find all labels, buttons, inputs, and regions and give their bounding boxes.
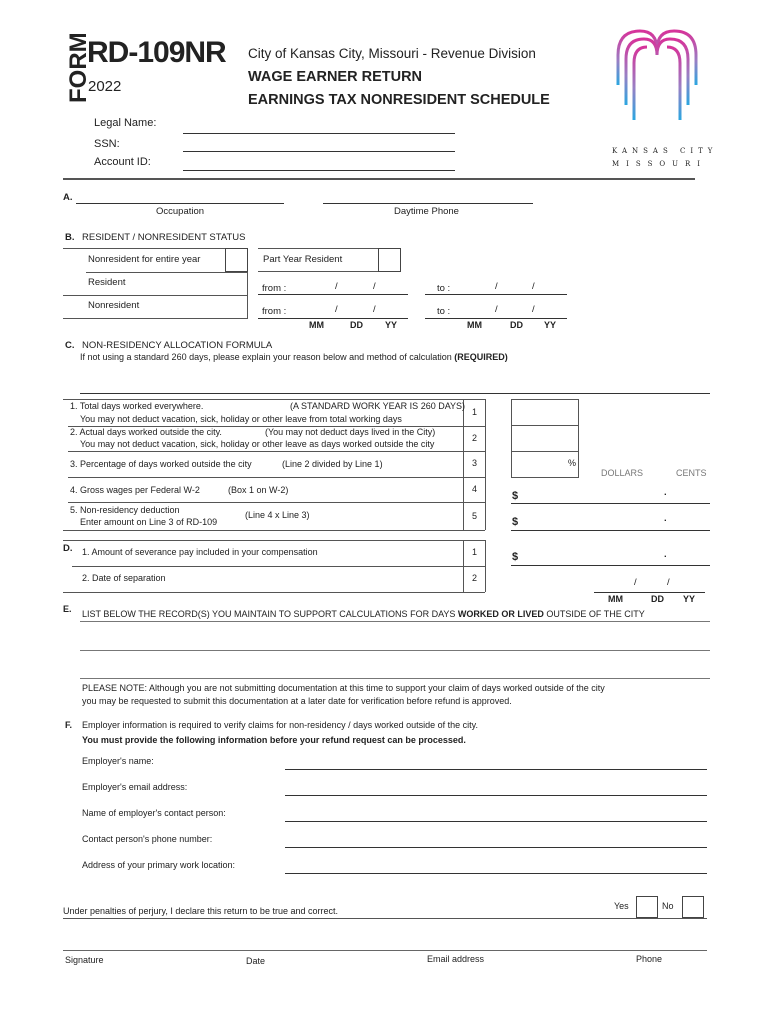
line-3-note: (Line 2 divided by Line 1) (282, 459, 383, 469)
line-5-note: (Line 4 x Line 3) (245, 510, 310, 520)
nonresident-entire-year-checkbox[interactable] (225, 248, 248, 272)
date-slash: / (667, 577, 670, 588)
records-line-3[interactable] (80, 678, 710, 679)
cents-header: CENTS (676, 468, 707, 478)
section-f-letter: F. (65, 720, 73, 730)
section-f-bold: You must provide the following information before your refund request can be processed. (82, 735, 466, 745)
line-number: 4 (472, 484, 478, 494)
line-number: 1 (472, 407, 478, 417)
contact-person-label: Name of employer's contact person: (82, 808, 226, 818)
yy-label: YY (683, 594, 696, 604)
no-label: No (662, 901, 674, 911)
line-2-note: (You may not deduct days lived in the City) (265, 427, 436, 437)
mm-label: MM (467, 320, 482, 330)
table-border (463, 399, 464, 530)
section-a-letter: A. (63, 192, 73, 203)
account-id-field[interactable] (183, 170, 455, 171)
line-5-amount-field[interactable] (511, 530, 710, 531)
work-address-label: Address of your primary work location: (82, 860, 236, 870)
dollar-sign: $ (512, 551, 519, 563)
date-slash: / (495, 281, 498, 292)
separation-date-label: 2. Date of separation (82, 573, 166, 583)
account-id-label: Account ID: (94, 156, 151, 168)
table-border (63, 399, 485, 400)
yes-checkbox[interactable] (636, 896, 658, 918)
divider (63, 178, 695, 180)
form-title: WAGE EARNER RETURN (248, 69, 423, 85)
line-3-text: 3. Percentage of days worked outside the city (70, 459, 252, 469)
agency-name: City of Kansas City, Missouri - Revenue Division (248, 46, 536, 61)
date-slash: / (495, 304, 498, 315)
part-year-resident-label: Part Year Resident (263, 254, 343, 265)
phone-label: Phone (636, 954, 663, 964)
line-5-sub: Enter amount on Line 3 of RD-109 (80, 517, 218, 527)
signature-label: Signature (65, 955, 104, 965)
table-border (63, 295, 248, 296)
please-note-line-2: you may be requested to submit this documentation at a later date for verification before refund is approved. (82, 696, 512, 706)
dd-label: DD (651, 594, 664, 604)
line-2-sub: You may not deduct vacation, sick, holiday or other leave as days worked outside the city (80, 439, 435, 449)
nonresident-label: Nonresident (88, 300, 140, 311)
date-slash: / (532, 304, 535, 315)
table-border (68, 451, 485, 452)
contact-phone-label: Contact person's phone number: (82, 834, 213, 844)
occupation-field[interactable] (76, 203, 284, 204)
table-border (72, 566, 485, 567)
contact-person-field[interactable] (285, 821, 707, 822)
email-label: Email address (427, 954, 485, 964)
part-year-resident-checkbox[interactable] (378, 248, 401, 272)
perjury-divider (63, 918, 707, 919)
table-border (63, 540, 485, 541)
dollars-header: DOLLARS (601, 468, 644, 478)
table-border (485, 540, 486, 592)
explanation-field[interactable] (80, 393, 710, 394)
date-slash: / (373, 304, 376, 315)
line-5-text: 5. Non-residency deduction (70, 505, 180, 515)
line-number: 2 (472, 433, 478, 443)
line-number: 5 (472, 511, 478, 521)
line-number: 2 (472, 573, 478, 583)
yy-label: YY (544, 320, 557, 330)
dollar-sign: $ (512, 490, 519, 502)
yy-label: YY (385, 320, 398, 330)
section-c-title: NON-RESIDENCY ALLOCATION FORMULA (82, 340, 273, 351)
section-c-instruction (80, 352, 508, 362)
dd-label: DD (350, 320, 363, 330)
table-border (63, 530, 485, 531)
form-subtitle: EARNINGS TAX NONRESIDENT SCHEDULE (248, 92, 550, 108)
line-number: 3 (472, 458, 478, 468)
date-slash: / (335, 304, 338, 315)
table-border (463, 540, 464, 592)
nonresident-from-date-field[interactable] (258, 318, 408, 319)
table-border (68, 477, 485, 478)
line-4-note: (Box 1 on W-2) (228, 485, 289, 495)
records-line-1[interactable] (80, 621, 710, 622)
section-d-letter: D. (63, 543, 73, 554)
ssn-label: SSN: (94, 138, 120, 150)
employer-email-field[interactable] (285, 795, 707, 796)
e-text-post: OUTSIDE OF THE CITY (543, 609, 645, 619)
line-1-days-input[interactable] (511, 399, 579, 426)
section-e-letter: E. (63, 604, 72, 614)
table-border (63, 318, 248, 319)
section-e-instruction (82, 609, 645, 619)
resident-to-date-field[interactable] (425, 294, 567, 295)
nonresident-to-date-field[interactable] (425, 318, 567, 319)
contact-phone-field[interactable] (285, 847, 707, 848)
section-c-letter: C. (65, 340, 75, 351)
section-f-text: Employer information is required to verify claims for non-residency / days worked outside of the city. (82, 720, 478, 730)
severance-pay-label: 1. Amount of severance pay included in your compensation (82, 547, 318, 557)
nonresident-to-label: to : (437, 306, 451, 317)
kansas-city-fountain-logo (612, 25, 702, 140)
records-line-2[interactable] (80, 650, 710, 651)
legal-name-field[interactable] (183, 133, 455, 134)
no-checkbox[interactable] (682, 896, 704, 918)
perjury-statement: Under penalties of perjury, I declare this return to be true and correct. (63, 906, 338, 916)
form-number: RD-109NR (87, 36, 226, 69)
date-slash: / (373, 281, 376, 292)
percent-sign: % (568, 458, 577, 468)
ssn-field[interactable] (183, 151, 455, 152)
signature-line[interactable] (63, 950, 707, 951)
resident-label: Resident (88, 277, 126, 288)
legal-name-label: Legal Name: (94, 117, 157, 129)
e-text-bold: WORKED OR LIVED (457, 609, 544, 619)
date-slash: / (532, 281, 535, 292)
date-slash: / (634, 577, 637, 588)
table-border (485, 399, 486, 530)
separation-date-field[interactable] (594, 592, 705, 593)
logo-text-kansas-city: KANSAS CITY (612, 147, 718, 155)
daytime-phone-label: Daytime Phone (394, 206, 459, 217)
logo-text-missouri: MISSOURI (612, 160, 708, 168)
line-4-amount-field[interactable] (511, 503, 710, 504)
required-text: (REQUIRED) (454, 352, 508, 362)
e-text-pre: LIST BELOW THE RECORD(S) YOU MAINTAIN TO SUPPORT CALCULATIONS FOR DAYS (82, 609, 458, 619)
decimal-point: . (664, 513, 667, 524)
employer-name-label: Employer's name: (82, 756, 154, 766)
table-border (63, 592, 485, 593)
table-border (86, 272, 248, 273)
work-address-field[interactable] (285, 873, 707, 874)
line-1-note: (A STANDARD WORK YEAR IS 260 DAYS) (290, 401, 466, 411)
nonresident-from-label: from : (262, 306, 287, 317)
decimal-point: . (664, 549, 667, 560)
line-4-text: 4. Gross wages per Federal W-2 (70, 485, 200, 495)
resident-from-date-field[interactable] (258, 294, 408, 295)
form-year: 2022 (88, 78, 122, 95)
severance-amount-field[interactable] (511, 565, 710, 566)
line-1-sub: You may not deduct vacation, sick, holiday or other leave from total working days (80, 414, 402, 424)
nonresident-entire-year-label: Nonresident for entire year (88, 254, 201, 265)
employer-email-label: Employer's email address: (82, 782, 188, 792)
occupation-label: Occupation (156, 206, 205, 217)
yes-label: Yes (614, 901, 629, 911)
please-note-line-1: PLEASE NOTE: Although you are not submitting documentation at this time to support your claim of days worked outside of the city (82, 683, 605, 693)
line-2-days-input[interactable] (511, 425, 579, 452)
daytime-phone-field[interactable] (323, 203, 533, 204)
employer-name-field[interactable] (285, 769, 707, 770)
mm-label: MM (608, 594, 623, 604)
dd-label: DD (510, 320, 523, 330)
instruction-text: If not using a standard 260 days, please explain your reason below and method of calculation (80, 352, 452, 362)
line-1-text: 1. Total days worked everywhere. (70, 401, 204, 411)
form-word: FORM (65, 32, 92, 103)
date-slash: / (335, 281, 338, 292)
decimal-point: . (664, 487, 667, 498)
section-b-letter: B. (65, 232, 75, 243)
section-b-title: RESIDENT / NONRESIDENT STATUS (82, 232, 246, 243)
dollar-sign: $ (512, 516, 519, 528)
table-border (63, 248, 248, 249)
resident-from-label: from : (262, 283, 287, 294)
date-label: Date (246, 956, 266, 966)
mm-label: MM (309, 320, 324, 330)
resident-to-label: to : (437, 283, 451, 294)
table-border (68, 502, 485, 503)
line-number: 1 (472, 547, 478, 557)
line-2-text: 2. Actual days worked outside the city. (70, 427, 222, 437)
